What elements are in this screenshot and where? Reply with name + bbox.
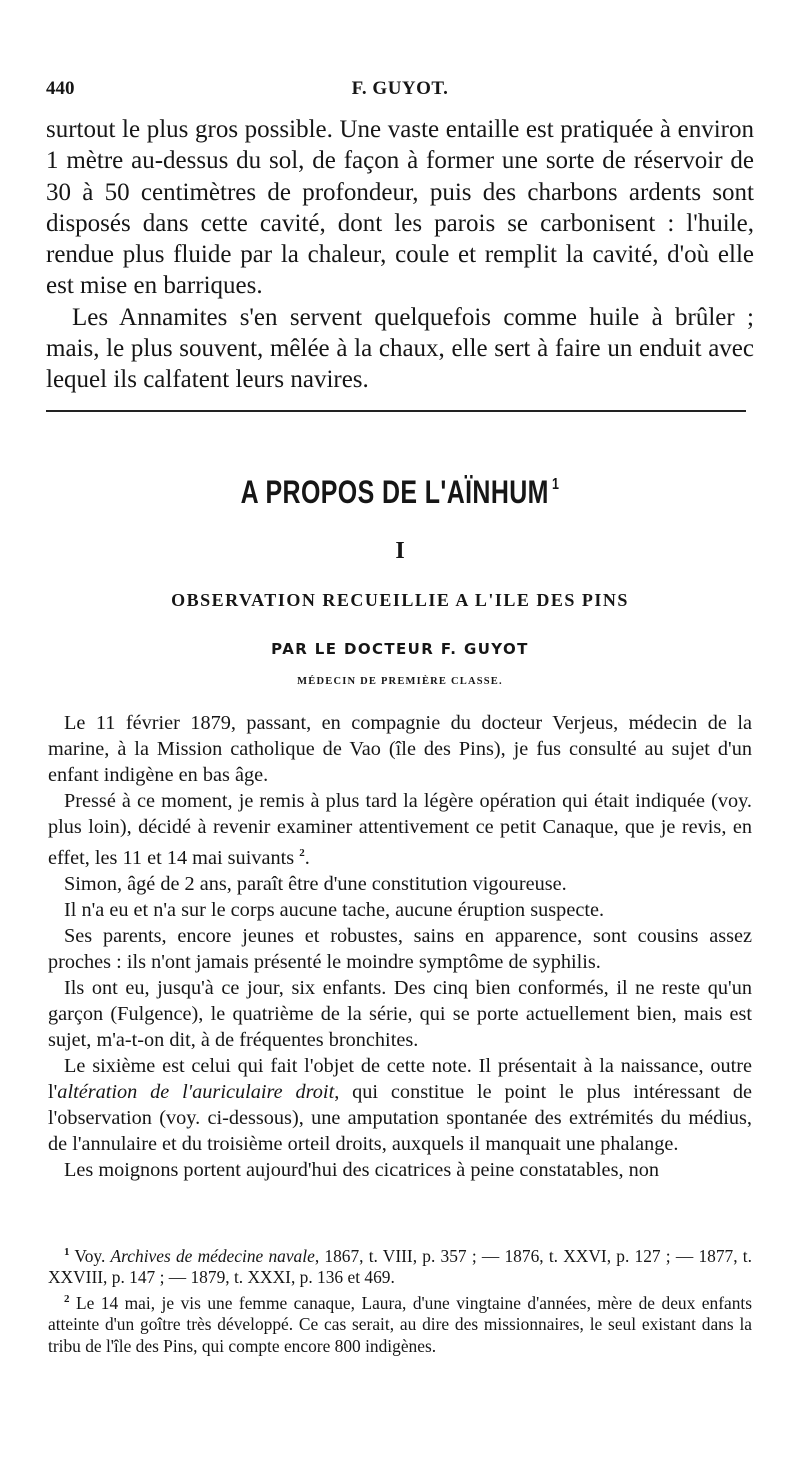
section-divider	[46, 410, 746, 412]
footnote-text: Le 14 mai, je vis une femme canaque, Laura, d'une vingtaine d'années, mère de deux enfants atteinte d'un goître très développé. Ce cas serait, au dire des missionnaires, le seul existant dans la tribu de l'île des Pins, qui compte encore 800 indigènes.	[48, 1292, 752, 1356]
paragraph: Ses parents, encore jeunes et robustes, sains en apparence, sont cousins assez proches : ils n'ont jamais présenté le moindre symptôme de syphilis.	[48, 924, 752, 973]
article-title-text: A PROPOS DE L'AÏNHUM	[240, 474, 549, 510]
article-body	[48, 710, 752, 1183]
running-header	[46, 78, 754, 106]
paragraph	[48, 788, 752, 871]
paragraph: Simon, âgé de 2 ans, paraît être d'une constitution vigoureuse.	[64, 872, 567, 895]
footnote-ref: 2	[299, 847, 305, 859]
footnote-2	[48, 1289, 752, 1358]
paragraph: Ils ont eu, jusqu'à ce jour, six enfants. Des cinq bien conformés, il ne reste qu'un garçon (Fulgence), le quatrième de la série, qui se porte actuellement bien, mais est sujet, m'a-t-on dit, à de fréquentes bronchites.	[48, 976, 752, 1051]
footnotes	[48, 1242, 752, 1358]
paragraph	[48, 1053, 752, 1157]
paragraph: Les moignons portent aujourd'hui des cicatrices à peine constatables, non	[64, 1158, 660, 1181]
footnote-text: Voy.	[74, 1245, 111, 1266]
observation-title: OBSERVATION RECUEILLIE A L'ILE DES PINS	[171, 590, 629, 610]
footnote-ref: 1	[551, 476, 560, 493]
paragraph: Il n'a eu et n'a sur le corps aucune tache, aucune éruption suspecte.	[64, 898, 605, 921]
paragraph: surtout le plus gros possible. Une vaste entaille est pratiquée à environ 1 mètre au-dessus du sol, de façon à former une sorte de réservoir de 30 à 50 centimètres de profondeur, puis des charbons ardents sont disposés dans cette cavité, dont les parois se carbonisent : l'huile, rendue plus fluide par la chaleur, coule et remplit la cavité, d'où elle est mise en barriques.	[46, 116, 754, 300]
section-number: I	[395, 538, 405, 564]
footnote-number: 1	[64, 1246, 70, 1258]
page-number: 440	[46, 78, 75, 99]
journal-title: Archives de médecine navale	[110, 1245, 315, 1266]
continued-text	[46, 114, 754, 396]
running-author: F. GUYOT.	[351, 78, 449, 99]
paragraph-text: Pressé à ce moment, je remis à plus tard la légère opération qui était indiquée (voy. plus loin), décidé à revenir examiner attentivement ce petit Canaque, que je revis, en effet, les 11 et 14 mai suivants	[48, 790, 752, 869]
footnote-number: 2	[64, 1292, 70, 1305]
footnote-text: , 1867, t. VIII, p. 357 ; — 1876, t. XXVI, p. 127 ; — 1877, t. XXVIII, p. 147 ; — 1879, t. XXXI, p. 136 et 469.	[48, 1245, 752, 1288]
italic-phrase: altération de l'auriculaire droit	[57, 1080, 335, 1103]
paragraph-text: Le sixième est celui qui fait l'objet de cette note. Il présentait à la naissance, outre l'	[48, 1054, 752, 1103]
paragraph: Le 11 février 1879, passant, en compagnie du docteur Verjeus, médecin de la marine, à la Mission catholique de Vao (île des Pins), je fus consulté au sujet d'un enfant indigène en bas âge.	[48, 712, 752, 786]
paragraph: Les Annamites s'en servent quelquefois comme huile à brûler ; mais, le plus souvent, mêlée à la chaux, elle sert à faire un enduit avec lequel ils calfatent leurs navires.	[46, 303, 754, 394]
author-rank: MÉDECIN DE PREMIÈRE CLASSE.	[297, 676, 503, 687]
article-title	[88, 474, 712, 511]
footnote-1	[48, 1242, 752, 1289]
paragraph-end: .	[304, 846, 310, 869]
byline: PAR LE DOCTEUR F. GUYOT	[271, 640, 529, 658]
paragraph-text: , qui constitue le point le plus intéressant de l'observation (voy. ci-dessous), une amputation spontanée des extrémités du médius, de l'annulaire et du troisième orteil droits, auxquels il manquait une phalange.	[48, 1080, 752, 1155]
